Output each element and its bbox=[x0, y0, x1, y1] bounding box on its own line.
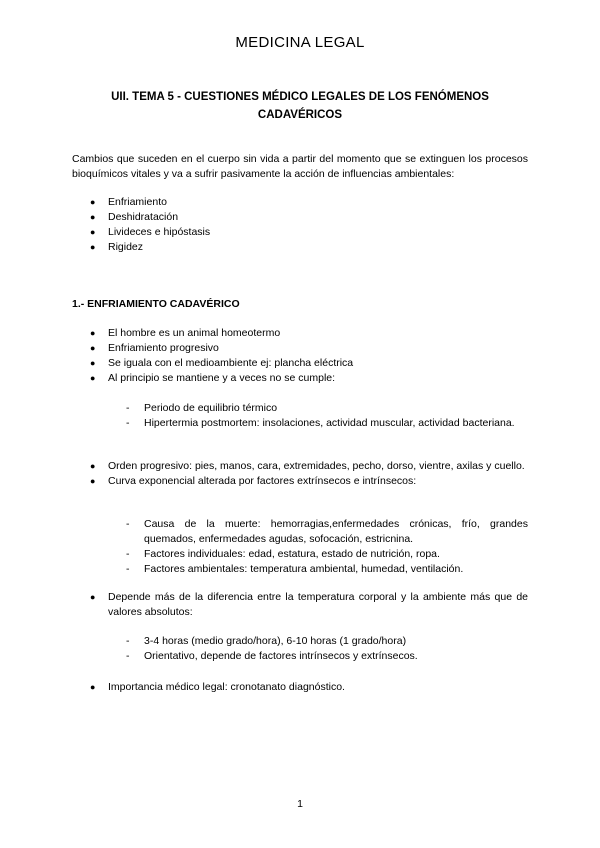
dash-marker: - bbox=[126, 402, 130, 414]
list-item: ● Curva exponencial alterada por factores extrínsecos e intrínsecos: bbox=[90, 475, 417, 487]
page-number: 1 bbox=[297, 798, 303, 810]
intro-paragraph: Cambios que suceden en el cuerpo sin vida a partir del momento que se extinguen los procesos bioquímicos vitales y va a sufrir pasivamente la acción de influencias ambientales: bbox=[72, 153, 528, 180]
document-title: UII. TEMA 5 - CUESTIONES MÉDICO LEGALES DE LOS FENÓMENOS CADAVÉRICOS bbox=[111, 91, 489, 121]
bullet-marker: ● bbox=[90, 358, 96, 368]
list-item: ● Deshidratación bbox=[90, 211, 179, 223]
list-item: ● Rigidez bbox=[90, 241, 144, 253]
cooling-list-a bbox=[90, 326, 528, 386]
list-item: - Factores ambientales: temperatura ambiental, humedad, ventilación. bbox=[126, 563, 464, 575]
list-item: ● Se iguala con el medioambiente ej: plancha eléctrica bbox=[90, 357, 354, 369]
dash-marker: - bbox=[126, 417, 130, 429]
cooling-sublist-a bbox=[126, 401, 528, 431]
bullet-marker: ● bbox=[90, 461, 96, 471]
cooling-sublist-c bbox=[126, 634, 528, 664]
dash-marker: - bbox=[126, 650, 130, 662]
bullet-marker: ● bbox=[90, 212, 96, 222]
list-item: ● Enfriamiento progresivo bbox=[90, 342, 219, 354]
bullet-marker: ● bbox=[90, 682, 96, 692]
page-header: MEDICINA LEGAL bbox=[235, 34, 365, 51]
cooling-list-d bbox=[90, 680, 528, 695]
bullet-marker: ● bbox=[90, 343, 96, 353]
list-item: - Orientativo, depende de factores intrínsecos y extrínsecos. bbox=[126, 650, 418, 662]
list-item: - 3-4 horas (medio grado/hora), 6-10 horas (1 grado/hora) bbox=[126, 635, 407, 647]
list-item: ● Orden progresivo: pies, manos, cara, extremidades, pecho, dorso, vientre, axilas y cuello. bbox=[90, 460, 525, 472]
list-item: - Factores individuales: edad, estatura, estado de nutrición, ropa. bbox=[126, 548, 440, 560]
list-item: - Hipertermia postmortem: insolaciones, actividad muscular, actividad bacteriana. bbox=[126, 417, 515, 429]
section-heading: 1.- ENFRIAMIENTO CADAVÉRICO bbox=[72, 298, 240, 310]
bullet-marker: ● bbox=[90, 328, 96, 338]
list-item: ● Al principio se mantiene y a veces no se cumple: bbox=[90, 372, 336, 384]
list-item: ● Depende más de la diferencia entre la temperatura corporal y la ambiente más que de valores absolutos: bbox=[90, 591, 528, 618]
list-item: - Periodo de equilibrio térmico bbox=[126, 402, 278, 414]
phenomena-list bbox=[90, 195, 528, 255]
bullet-marker: ● bbox=[90, 197, 96, 207]
cooling-list-c bbox=[90, 590, 528, 620]
dash-marker: - bbox=[126, 563, 130, 575]
bullet-marker: ● bbox=[90, 592, 96, 602]
list-item: ● Importancia médico legal: cronotanato diagnóstico. bbox=[90, 681, 345, 693]
bullet-marker: ● bbox=[90, 242, 96, 252]
list-item: ● Enfriamiento bbox=[90, 196, 167, 208]
dash-marker: - bbox=[126, 518, 130, 530]
list-item: - Causa de la muerte: hemorragias,enfermedades crónicas, frío, grandes quemados, enfermedades agudas, sofocación, estricnina. bbox=[126, 518, 528, 545]
bullet-marker: ● bbox=[90, 227, 96, 237]
cooling-sublist-b bbox=[126, 517, 528, 577]
list-item: ● El hombre es un animal homeotermo bbox=[90, 327, 281, 339]
dash-marker: - bbox=[126, 548, 130, 560]
cooling-list-b bbox=[90, 459, 528, 489]
list-item: ● Livideces e hipóstasis bbox=[90, 226, 211, 238]
dash-marker: - bbox=[126, 635, 130, 647]
bullet-marker: ● bbox=[90, 373, 96, 383]
bullet-marker: ● bbox=[90, 476, 96, 486]
